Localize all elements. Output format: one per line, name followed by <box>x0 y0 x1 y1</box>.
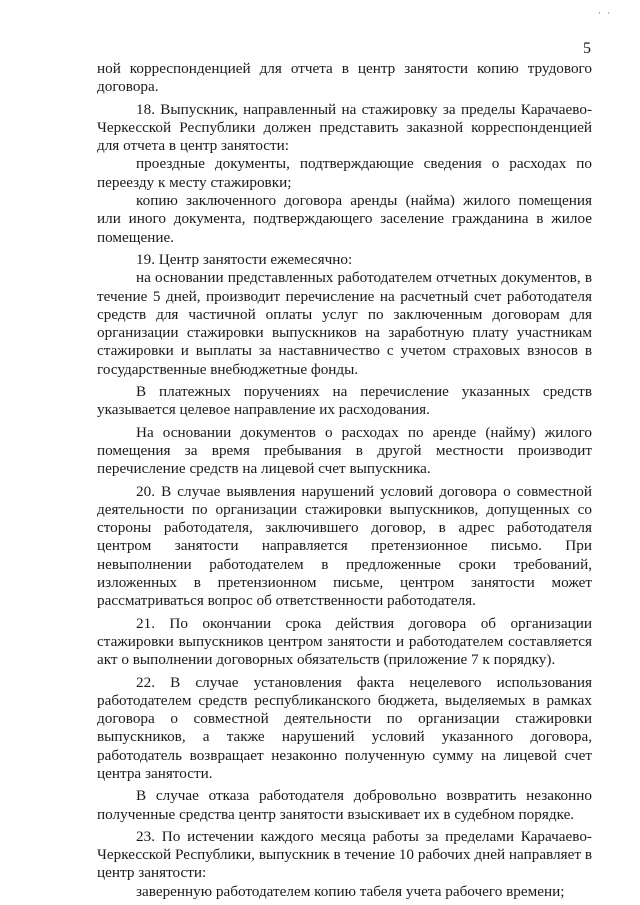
paragraph-lease-copy: копию заключенного договора аренды (найма) жилого помещения или иного документа, подтверждающего заселение гражданина в жилое помещение. <box>97 192 592 246</box>
document-body <box>97 60 592 901</box>
scan-corner-marks: · · <box>598 8 613 18</box>
paragraph-item-22: 22. В случае установления факта нецелевого использования работодателем средств республиканского бюджета, выделяемых в рамках договора о совместной деятельности по организации стажировки выпускников, а также нарушений условий указанного договора, работодатель возвращает незаконно полученную сумму на лицевой счет центра занятости. <box>97 673 592 782</box>
paragraph-travel-documents: проездные документы, подтверждающие сведения о расходах по переезду к месту стажировки; <box>97 155 592 191</box>
paragraph-refusal-refund: В случае отказа работодателя добровольно возвратить незаконно полученные средства центр занятости взыскивает их в судебном порядке. <box>97 787 592 823</box>
paragraph-rent-expenses: На основании документов о расходах по аренде (найму) жилого помещения за время пребывания в другой местности производит перечисление средств на лицевой счет выпускника. <box>97 423 592 478</box>
paragraph-item-18: 18. Выпускник, направленный на стажировку за пределы Карачаево-Черкесской Республики должен представить заказной корреспонденцией для отчета в центр занятости: <box>97 100 592 155</box>
paragraph-item-20: 20. В случае выявления нарушений условий договора о совместной деятельности по организации стажировки выпускников, допущенных со стороны работодателя, заключившего договор, в адрес работодателя центром занятости направляется претензионное письмо. При невыполнении работодателем в предложенные сроки требований, изложенных в претензионном письме, центром занятости может рассматриваться вопрос об ответственности работодателя. <box>97 482 592 610</box>
page-number: 5 <box>583 40 591 57</box>
paragraph-payment-orders: В платежных поручениях на перечисление указанных средств указывается целевое направление их расходования. <box>97 383 592 419</box>
paragraph-timesheet-copy: заверенную работодателем копию табеля учета рабочего времени; <box>136 882 565 900</box>
paragraph-continuation: ной корреспонденцией для отчета в центр занятости копию трудового договора. <box>97 60 592 96</box>
paragraph-item-21: 21. По окончании срока действия договора об организации стажировки выпускников центром занятости и работодателем составляется акт о выполнении договорных обязательств (приложение 7 к порядку). <box>97 614 592 669</box>
paragraph-transfer-funds: на основании представленных работодателем отчетных документов, в течение 5 дней, производит перечисление на расчетный счет работодателя средств для частичной оплаты услуг по заключенным договорам для организации стажировки выпускников на заработную плату участникам стажировки и выплаты за наставничество с учетом страховых взносов в государственные внебюджетные фонды. <box>97 269 592 378</box>
paragraph-item-23: 23. По истечении каждого месяца работы за пределами Карачаево-Черкесской Республики, выпускник в течение 10 рабочих дней направляет в центр занятости: <box>97 827 592 882</box>
paragraph-item-19: 19. Центр занятости ежемесячно: <box>136 250 353 268</box>
